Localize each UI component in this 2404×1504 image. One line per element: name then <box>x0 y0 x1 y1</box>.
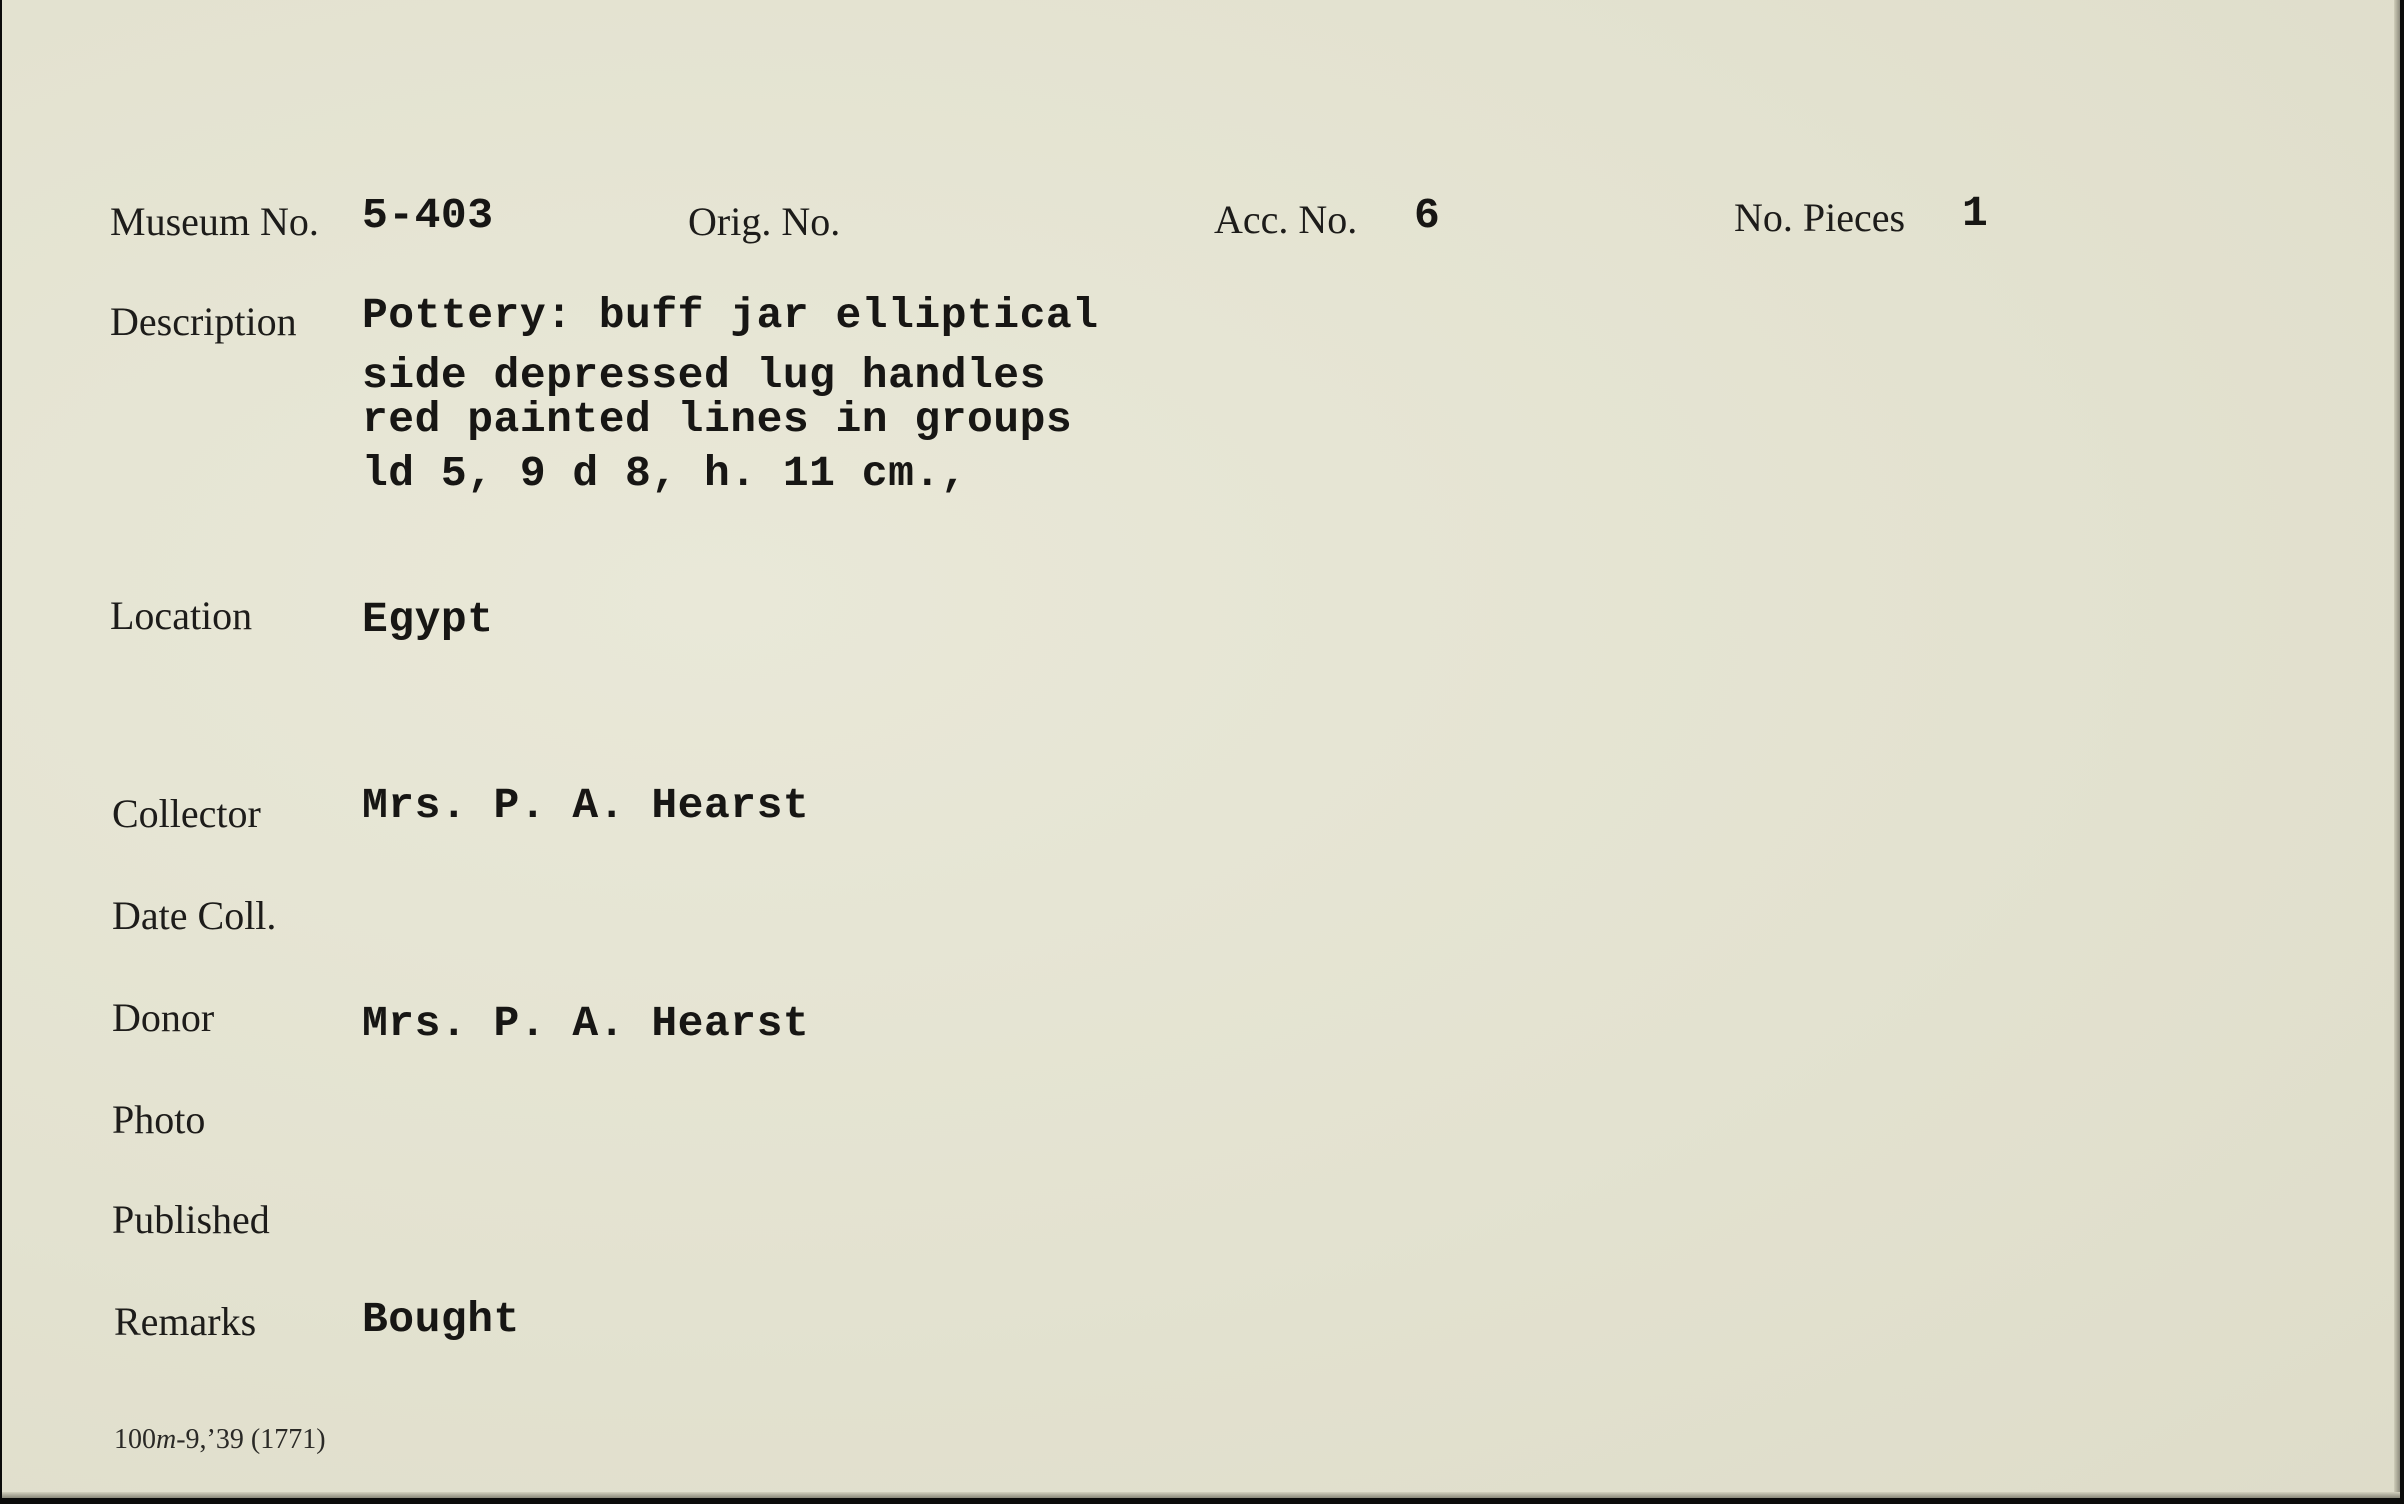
card-edge-right <box>2394 0 2400 1498</box>
no-pieces-label: No. Pieces <box>1734 195 1906 240</box>
photo-label: Photo <box>112 1097 206 1142</box>
location-label: Location <box>110 593 253 638</box>
print-code <box>114 1426 326 1454</box>
orig-no-label: Orig. No. <box>688 199 841 244</box>
description-line: red painted lines in groups <box>362 395 1073 444</box>
location-value: Egypt <box>362 595 494 644</box>
no-pieces-value: 1 <box>1962 189 1989 238</box>
published-label: Published <box>112 1197 270 1242</box>
donor-value: Mrs. P. A. Hearst <box>362 999 810 1048</box>
collector-value: Mrs. P. A. Hearst <box>362 781 810 830</box>
description-line: Pottery: buff jar elliptical <box>362 291 1099 340</box>
card-edge-bottom <box>2 1492 2400 1498</box>
description-line: ld 5, 9 d 8, h. 11 cm., <box>362 449 967 498</box>
description-line: side depressed lug handles <box>362 351 1046 400</box>
remarks-label: Remarks <box>114 1299 257 1344</box>
print-code-prefix: 100 <box>114 1424 156 1455</box>
print-code-suffix: -9,’39 (1771) <box>176 1424 326 1455</box>
print-code-italic: m <box>156 1424 177 1455</box>
date-coll-label: Date Coll. <box>112 893 277 938</box>
description-text <box>362 291 1362 498</box>
acc-no-value: 6 <box>1414 191 1441 240</box>
collector-label: Collector <box>112 791 261 836</box>
catalog-card <box>2 0 2400 1498</box>
donor-label: Donor <box>112 995 215 1040</box>
acc-no-label: Acc. No. <box>1214 197 1358 242</box>
museum-no-label: Museum No. <box>110 199 319 244</box>
remarks-value: Bought <box>362 1295 520 1344</box>
description-label: Description <box>110 299 297 344</box>
museum-no-value: 5-403 <box>362 191 494 240</box>
